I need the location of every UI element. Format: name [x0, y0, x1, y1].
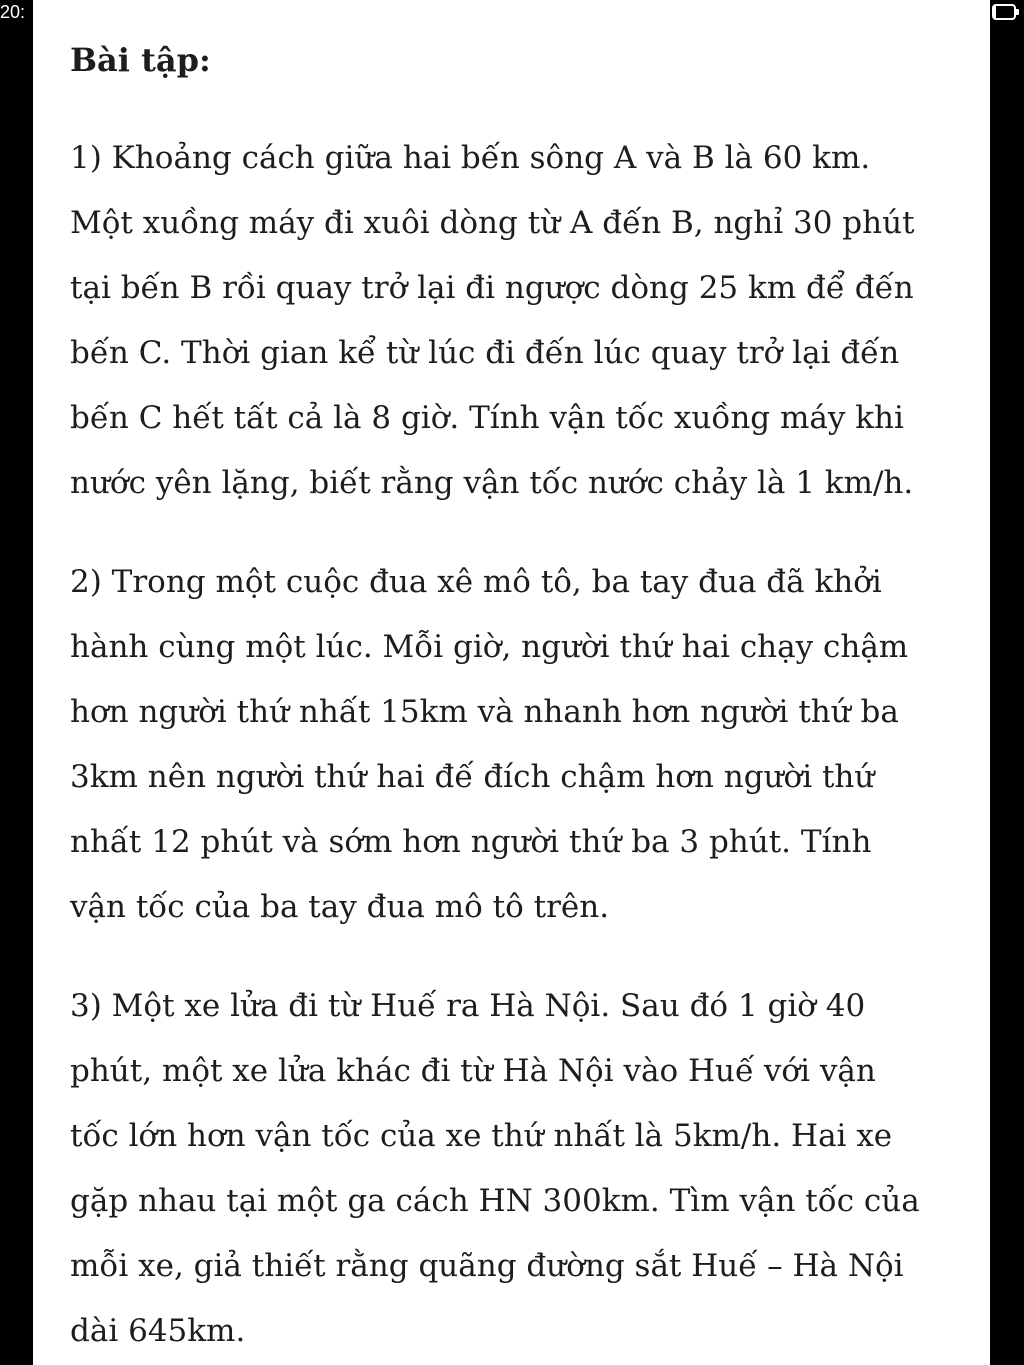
- exercise-line: dài 645km.: [70, 1313, 246, 1349]
- exercise-line: tại bến B rồi quay trở lại đi ngược dòng 25 km để đến: [70, 270, 914, 306]
- page-title: Bài tập:: [70, 41, 211, 79]
- exercise-line: 2) Trong một cuộc đua xê mô tô, ba tay đua đã khởi: [70, 564, 882, 600]
- exercise-line: bến C. Thời gian kể từ lúc đi đến lúc quay trở lại đến: [70, 335, 900, 371]
- exercise-line: gặp nhau tại một ga cách HN 300km. Tìm vận tốc của: [70, 1183, 920, 1219]
- exercise-line: vận tốc của ba tay đua mô tô trên.: [70, 889, 610, 925]
- exercise-2: [70, 550, 970, 940]
- exercise-line: 3) Một xe lửa đi từ Huế ra Hà Nội. Sau đó 1 giờ 40: [70, 988, 866, 1024]
- exercise-line: 1) Khoảng cách giữa hai bến sông A và B là 60 km.: [70, 140, 871, 176]
- exercise-line: mỗi xe, giả thiết rằng quãng đường sắt Huế – Hà Nội: [70, 1248, 904, 1284]
- exercise-line: hành cùng một lúc. Mỗi giờ, người thứ hai chạy chậm: [70, 629, 909, 665]
- exercise-line: 3km nên người thứ hai đế đích chậm hơn người thứ: [70, 759, 875, 795]
- exercise-line: nhất 12 phút và sớm hơn người thứ ba 3 phút. Tính: [70, 824, 872, 860]
- exercise-line: Một xuồng máy đi xuôi dòng từ A đến B, nghỉ 30 phút: [70, 205, 915, 241]
- exercise-line: hơn người thứ nhất 15km và nhanh hơn người thứ ba: [70, 694, 899, 730]
- exercise-3: [70, 974, 970, 1364]
- exercise-list: [70, 126, 970, 1364]
- battery-icon: [992, 4, 1016, 20]
- exercise-line: bến C hết tất cả là 8 giờ. Tính vận tốc xuồng máy khi: [70, 400, 904, 436]
- exercise-line: nước yên lặng, biết rằng vận tốc nước chảy là 1 km/h.: [70, 465, 914, 501]
- document-page[interactable]: [33, 0, 990, 1365]
- status-bar-time: 20:: [0, 2, 26, 22]
- exercise-line: phút, một xe lửa khác đi từ Hà Nội vào Huế với vận: [70, 1053, 876, 1089]
- exercise-line: tốc lớn hơn vận tốc của xe thứ nhất là 5km/h. Hai xe: [70, 1118, 893, 1154]
- document-content: [70, 32, 970, 1365]
- exercise-1: [70, 126, 970, 516]
